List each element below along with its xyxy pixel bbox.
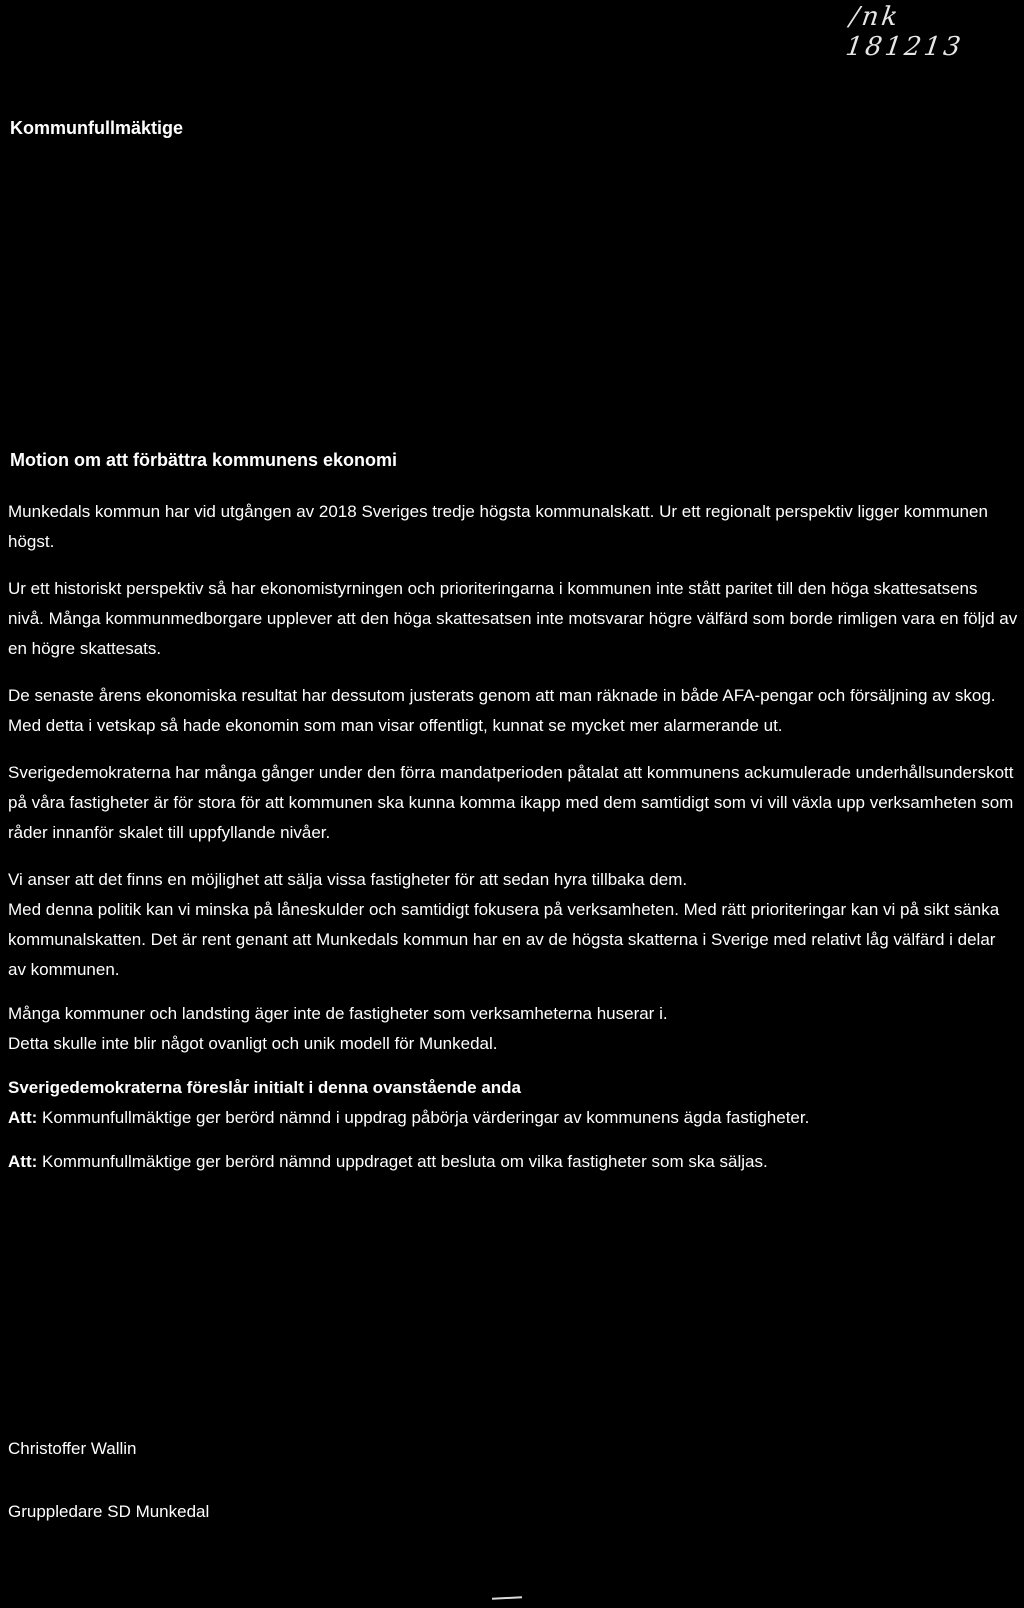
proposal-block-2 — [8, 1147, 1018, 1177]
motion-body — [8, 497, 1018, 1194]
proposal-item-2: Kommunfullmäktige ger berörd nämnd uppdraget att besluta om vilka fastigheter som ska säljas. — [42, 1152, 768, 1171]
signature-name: Christoffer Wallin — [8, 1439, 137, 1458]
proposal-item-1: Kommunfullmäktige ger berörd nämnd i uppdrag påbörja värderingar av kommunens ägda fastigheter. — [42, 1108, 810, 1127]
paragraph-policy: Med denna politik kan vi minska på låneskulder och samtidigt fokusera på verksamheten. Med rätt prioriteringar kan vi på sikt sänka kommunalskatten. Det är rent genant att Munkedals kommun har en av de högsta skatterna i Sverige med relativt låg välfärd i delar av kommunen. — [8, 900, 1000, 979]
signature-block — [8, 1434, 209, 1560]
paragraph-maintenance: Sverigedemokraterna har många gånger under den förra mandatperioden påtalat att kommunens ackumulerade underhållsunderskott på våra fastigheter är för stora för att kommunen ska kunna komma ikapp med dem samtidigt som vi vill växla upp verksamheten som råder innanför skalet till uppfyllande nivåer. — [8, 763, 1014, 842]
att-label: Att: — [8, 1152, 38, 1171]
handwritten-registration-stamp: /nk 181213 — [843, 2, 966, 62]
paragraph-other-municipalities — [8, 999, 1018, 1059]
handwritten-mark — [492, 1596, 522, 1600]
paragraph-sell-line: Vi anser att det finns en möjlighet att sälja vissa fastigheter för att sedan hyra tillbaka dem. — [8, 870, 688, 889]
paragraph-landsting: Många kommuner och landsting äger inte de fastigheter som verksamheterna huserar i. — [8, 1004, 668, 1023]
signature-role: Gruppledare SD Munkedal — [8, 1502, 210, 1521]
motion-title: Motion om att förbättra kommunens ekonomi — [10, 450, 398, 470]
paragraph-proposal-idea — [8, 865, 1018, 985]
paragraph-model: Detta skulle inte blir något ovanligt och unik modell för Munkedal. — [8, 1034, 498, 1053]
paragraph-results: De senaste årens ekonomiska resultat har dessutom justerats genom att man räknade in både AFA-pengar och försäljning av skog. Med detta i vetskap så hade ekonomin som man visar offentligt, kunnat se mycket mer alarmerande ut. — [8, 686, 996, 735]
att-label: Att: — [8, 1108, 38, 1127]
paragraph-tax-rank: Munkedals kommun har vid utgången av 2018 Sveriges tredje högsta kommunalskatt. Ur ett regionalt perspektiv ligger kommunen högst. — [8, 502, 988, 551]
proposal-heading: Sverigedemokraterna föreslår initialt i denna ovanstående anda — [8, 1078, 522, 1097]
recipient-heading: Kommunfullmäktige — [10, 118, 184, 138]
paragraph-history: Ur ett historiskt perspektiv så har ekonomistyrningen och prioriteringarna i kommunen inte stått paritet till den höga skattesatsens nivå. Många kommunmedborgare upplever att den höga skattesatsen inte motsvarar högre välfärd som borde rimligen vara en följd av en högre skattesats. — [8, 579, 1018, 658]
proposal-block — [8, 1073, 1018, 1133]
